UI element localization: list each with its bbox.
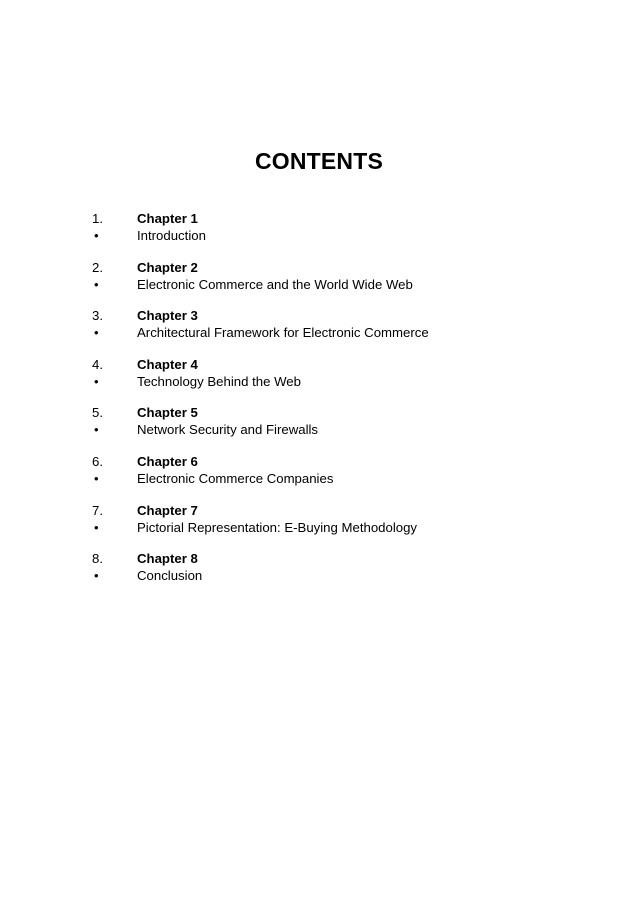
chapter-topic: Technology Behind the Web (137, 373, 301, 389)
chapter-number: 3. (92, 308, 103, 324)
topic-line (92, 276, 592, 293)
toc-entry (92, 502, 592, 551)
chapter-number: 6. (92, 453, 103, 469)
chapter-heading: Chapter 8 (137, 551, 198, 567)
bullet-icon: • (94, 325, 99, 341)
topic-line (92, 324, 592, 341)
chapter-number: 2. (92, 259, 103, 275)
chapter-heading: Chapter 6 (137, 453, 198, 469)
chapter-number: 5. (92, 405, 103, 421)
chapter-line (92, 210, 592, 227)
bullet-icon: • (94, 373, 99, 389)
bullet-icon: • (94, 228, 99, 243)
chapter-heading: Chapter 3 (137, 308, 198, 324)
chapter-line (92, 502, 592, 519)
chapter-heading: Chapter 5 (137, 405, 198, 421)
chapter-line (92, 356, 592, 373)
toc-entry (92, 210, 592, 259)
toc-entry (92, 550, 592, 599)
chapter-heading: Chapter 7 (137, 502, 198, 518)
chapter-topic: Conclusion (137, 568, 203, 584)
table-of-contents (92, 210, 592, 599)
bullet-icon: • (94, 422, 99, 438)
topic-line (92, 227, 592, 244)
chapter-topic: Electronic Commerce and the World Wide Web (137, 276, 413, 292)
topic-line (92, 519, 592, 536)
chapter-heading: Chapter 1 (137, 211, 198, 226)
topic-line (92, 421, 592, 438)
chapter-topic: Architectural Framework for Electronic Commerce (137, 325, 429, 341)
chapter-number: 8. (92, 551, 103, 567)
topic-line (92, 373, 592, 390)
chapter-line (92, 404, 592, 421)
topic-line (92, 567, 592, 584)
topic-line (92, 470, 592, 487)
chapter-number: 4. (92, 356, 103, 372)
chapter-number: 7. (92, 502, 103, 518)
chapter-heading: Chapter 2 (137, 259, 198, 275)
chapter-line (92, 550, 592, 567)
chapter-number: 1. (92, 211, 103, 226)
toc-entry (92, 307, 592, 356)
page-title: CONTENTS (254, 148, 384, 174)
chapter-topic: Pictorial Representation: E-Buying Methodology (137, 519, 418, 535)
chapter-topic: Electronic Commerce Companies (137, 470, 334, 486)
chapter-line (92, 259, 592, 276)
bullet-icon: • (94, 568, 99, 584)
toc-entry (92, 453, 592, 502)
bullet-icon: • (94, 276, 99, 292)
bullet-icon: • (94, 519, 99, 535)
chapter-heading: Chapter 4 (137, 356, 198, 372)
chapter-line (92, 453, 592, 470)
toc-entry (92, 356, 592, 405)
toc-entry (92, 259, 592, 308)
toc-entry (92, 404, 592, 453)
chapter-topic: Network Security and Firewalls (137, 422, 319, 438)
bullet-icon: • (94, 470, 99, 486)
chapter-line (92, 307, 592, 324)
chapter-topic: Introduction (137, 228, 206, 243)
